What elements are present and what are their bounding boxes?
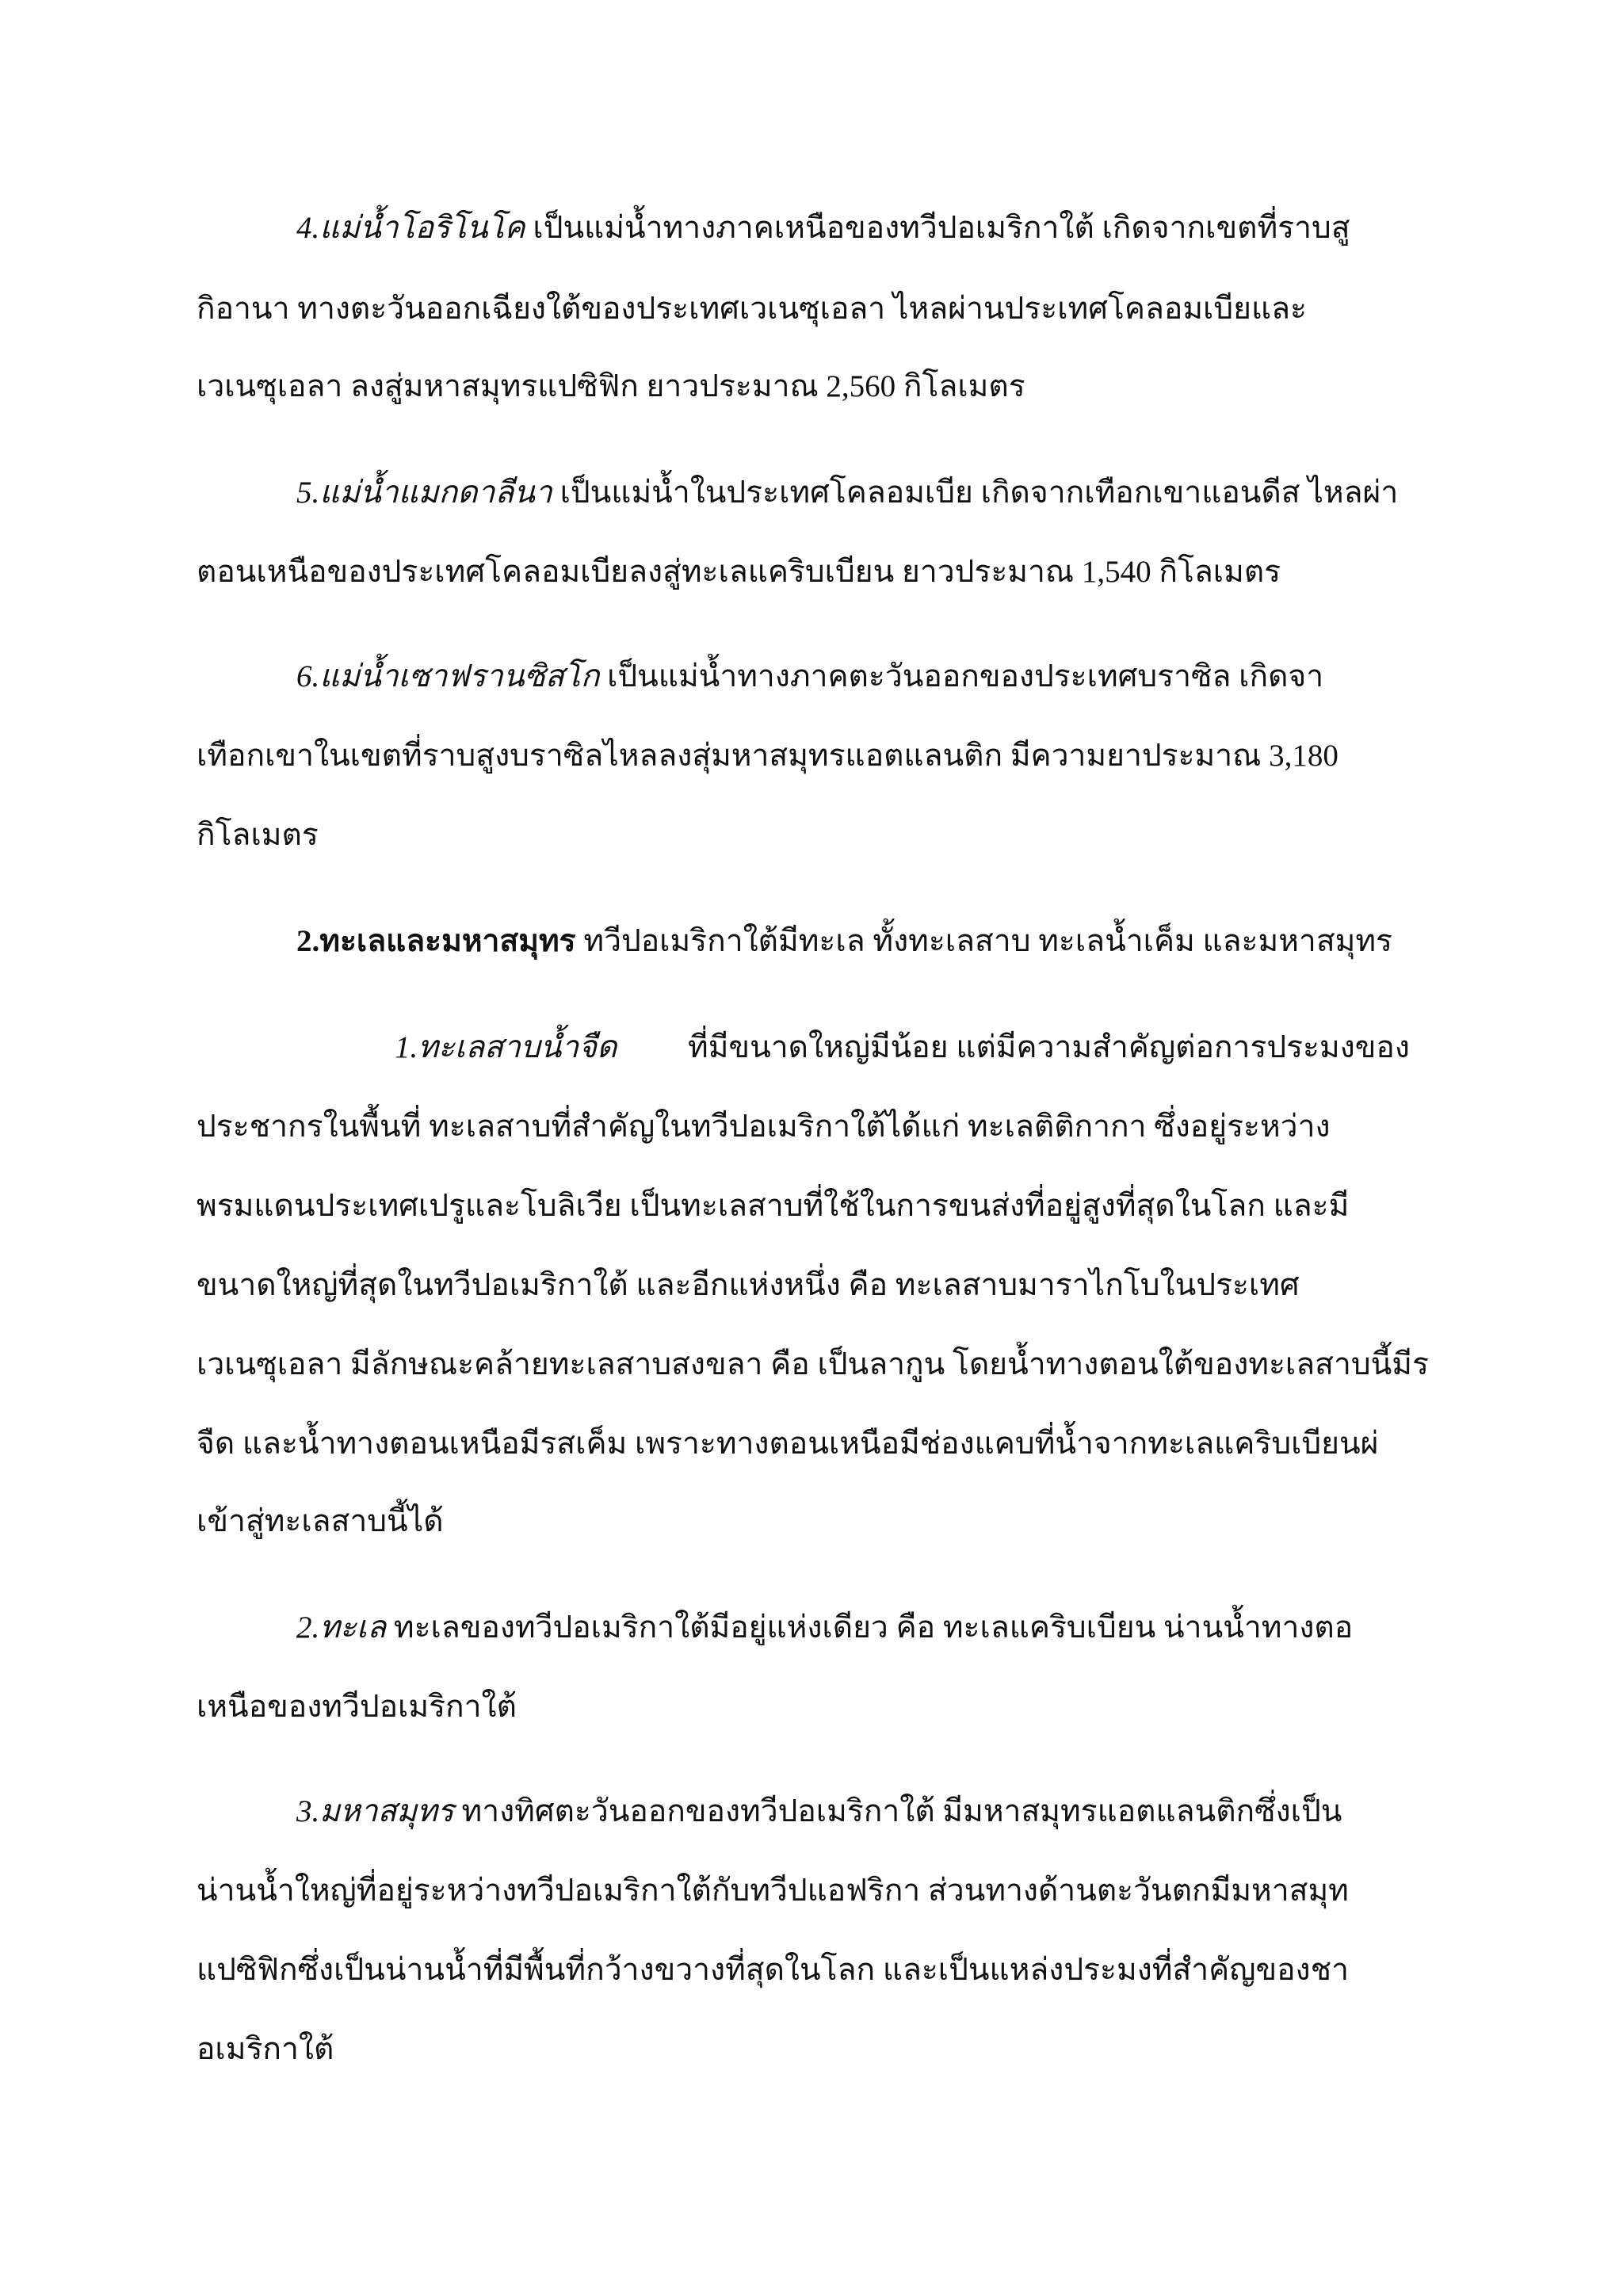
paragraph-line [296,656,1323,697]
paragraph-line [197,1870,1349,1912]
paragraph-lead: 5.แม่น้ำแมกดาลีนา [296,476,552,510]
section-heading-line [296,921,1392,962]
paragraph-text: น่านน้ำใหญ่ที่อยู่ระหว่างทวีปอเมริกาใต้กับทวีปแอฟริกา ส่วนทางด้านตะวันตกมีมหาสมุท [197,1874,1349,1908]
paragraph-text: ทวีปอเมริกาใต้มีทะเล ทั้งทะเลสาบ ทะเลน้ำเค็ม และมหาสมุทร [575,924,1392,958]
section-heading: 2.ทะเลและมหาสมุทร [296,924,576,958]
paragraph-text: กิโลเมตร [197,818,319,852]
paragraph-text: เป็นแม่น้ำทางภาคเหนือของทวีปอเมริกาใต้ เกิดจากเขตที่ราบสู [525,211,1350,245]
paragraph-text: ขนาดใหญ่ที่สุดในทวีปอเมริกาใต้ และอีกแห่งหนึ่ง คือ ทะเลสาบมาราไกโบในประเทศ [197,1268,1300,1302]
paragraph-line [197,1423,1379,1465]
paragraph-line [197,1186,1349,1227]
paragraph-line [296,1607,1353,1648]
paragraph-text: กิอานา ทางตะวันออกเฉียงใต้ของประเทศเวเนซุเอลา ไหลผ่านประเทศโคลอมเบียและ [197,292,1307,326]
paragraph-line [197,1501,444,1542]
paragraph-lead: 1.ทะเลสาบน้ำจืด [395,1030,617,1064]
paragraph-line [197,1950,1349,1991]
paragraph-text: อเมริกาใต้ [197,2032,334,2066]
paragraph-line [197,552,1281,593]
paragraph-lead: 6.แม่น้ำเซาฟรานซิสโก [296,659,600,693]
paragraph-text: เข้าสู่ทะเลสาบนี้ได้ [197,1504,444,1538]
paragraph-line [197,1265,1300,1306]
paragraph-text: เวเนซุเอลา มีลักษณะคล้ายทะเลสาบสงขลา คือ เป็นลากูน โดยน้ำทางตอนใต้ของทะเลสาบนี้มีร [197,1347,1429,1381]
paragraph-text: เป็นแม่น้ำทางภาคตะวันออกของประเทศบราซิล เกิดจา [599,659,1324,693]
paragraph-lead: 3.มหาสมุทร [296,1794,454,1828]
paragraph-text: ตอนเหนือของประเทศโคลอมเบียลงสู่ทะเลแคริบเบียน ยาวประมาณ 1,540 กิโลเมตร [197,555,1281,589]
paragraph-line [197,366,1025,407]
paragraph-line [197,2029,334,2070]
paragraph-line [688,1027,1410,1068]
paragraph-line [296,472,1398,514]
paragraph-line [197,1687,517,1728]
paragraph-text: พรมแดนประเทศเปรูและโบลิเวีย เป็นทะเลสาบที่ใช้ในการขนส่งที่อยู่สูงที่สุดในโลก และมี [197,1189,1350,1223]
paragraph-text: จืด และน้ำทางตอนเหนือมีรสเค็ม เพราะทางตอนเหนือมีช่องแคบที่น้ำจากทะเลแคริบเบียนผ่ [197,1427,1379,1461]
paragraph-text: เป็นแม่น้ำในประเทศโคลอมเบีย เกิดจากเทือกเขาแอนดีส ไหลผ่า [552,476,1399,510]
paragraph-line [197,288,1307,330]
paragraph-lead: 2.ทะเล [296,1610,387,1645]
paragraph-line [395,1027,617,1068]
paragraph-line [197,1344,1429,1385]
paragraph-text: ประชากรในพื้นที่ ทะเลสาบที่สำคัญในทวีปอเมริกาใต้ได้แก่ ทะเลติติกากา ซึ่งอยู่ระหว่าง [197,1110,1331,1144]
paragraph-text: เทือกเขาในเขตที่ราบสูงบราซิลไหลลงสุ่มหาสมุทรแอตแลนติก มีความยาประมาณ 3,180 [197,739,1338,773]
paragraph-text: ทางทิศตะวันออกของทวีปอเมริกาใต้ มีมหาสมุทรแอตแลนติกซึ่งเป็น [453,1794,1342,1828]
paragraph-text: เวเนซุเอลา ลงสู่มหาสมุทรแปซิฟิก ยาวประมาณ 2,560 กิโลเมตร [197,369,1025,403]
paragraph-line [197,735,1338,777]
paragraph-line [296,1791,1342,1832]
paragraph-text: ที่มีขนาดใหญ่มีน้อย แต่มีความสำคัญต่อการประมงของ [688,1030,1410,1064]
paragraph-line [197,1106,1331,1148]
paragraph-lead: 4.แม่น้ำโอริโนโค [296,211,525,245]
paragraph-line [197,815,319,856]
paragraph-text: เหนือของทวีปอเมริกาใต้ [197,1690,517,1724]
paragraph-line [296,208,1350,249]
paragraph-text: แปซิฟิกซึ่งเป็นน่านน้ำที่มีพื้นที่กว้างขวางที่สุดในโลก และเป็นแหล่งประมงที่สำคัญของชา [197,1953,1349,1987]
paragraph-text: ทะเลของทวีปอเมริกาใต้มีอยู่แห่งเดียว คือ ทะเลแคริบเบียน น่านน้ำทางตอ [386,1610,1354,1645]
